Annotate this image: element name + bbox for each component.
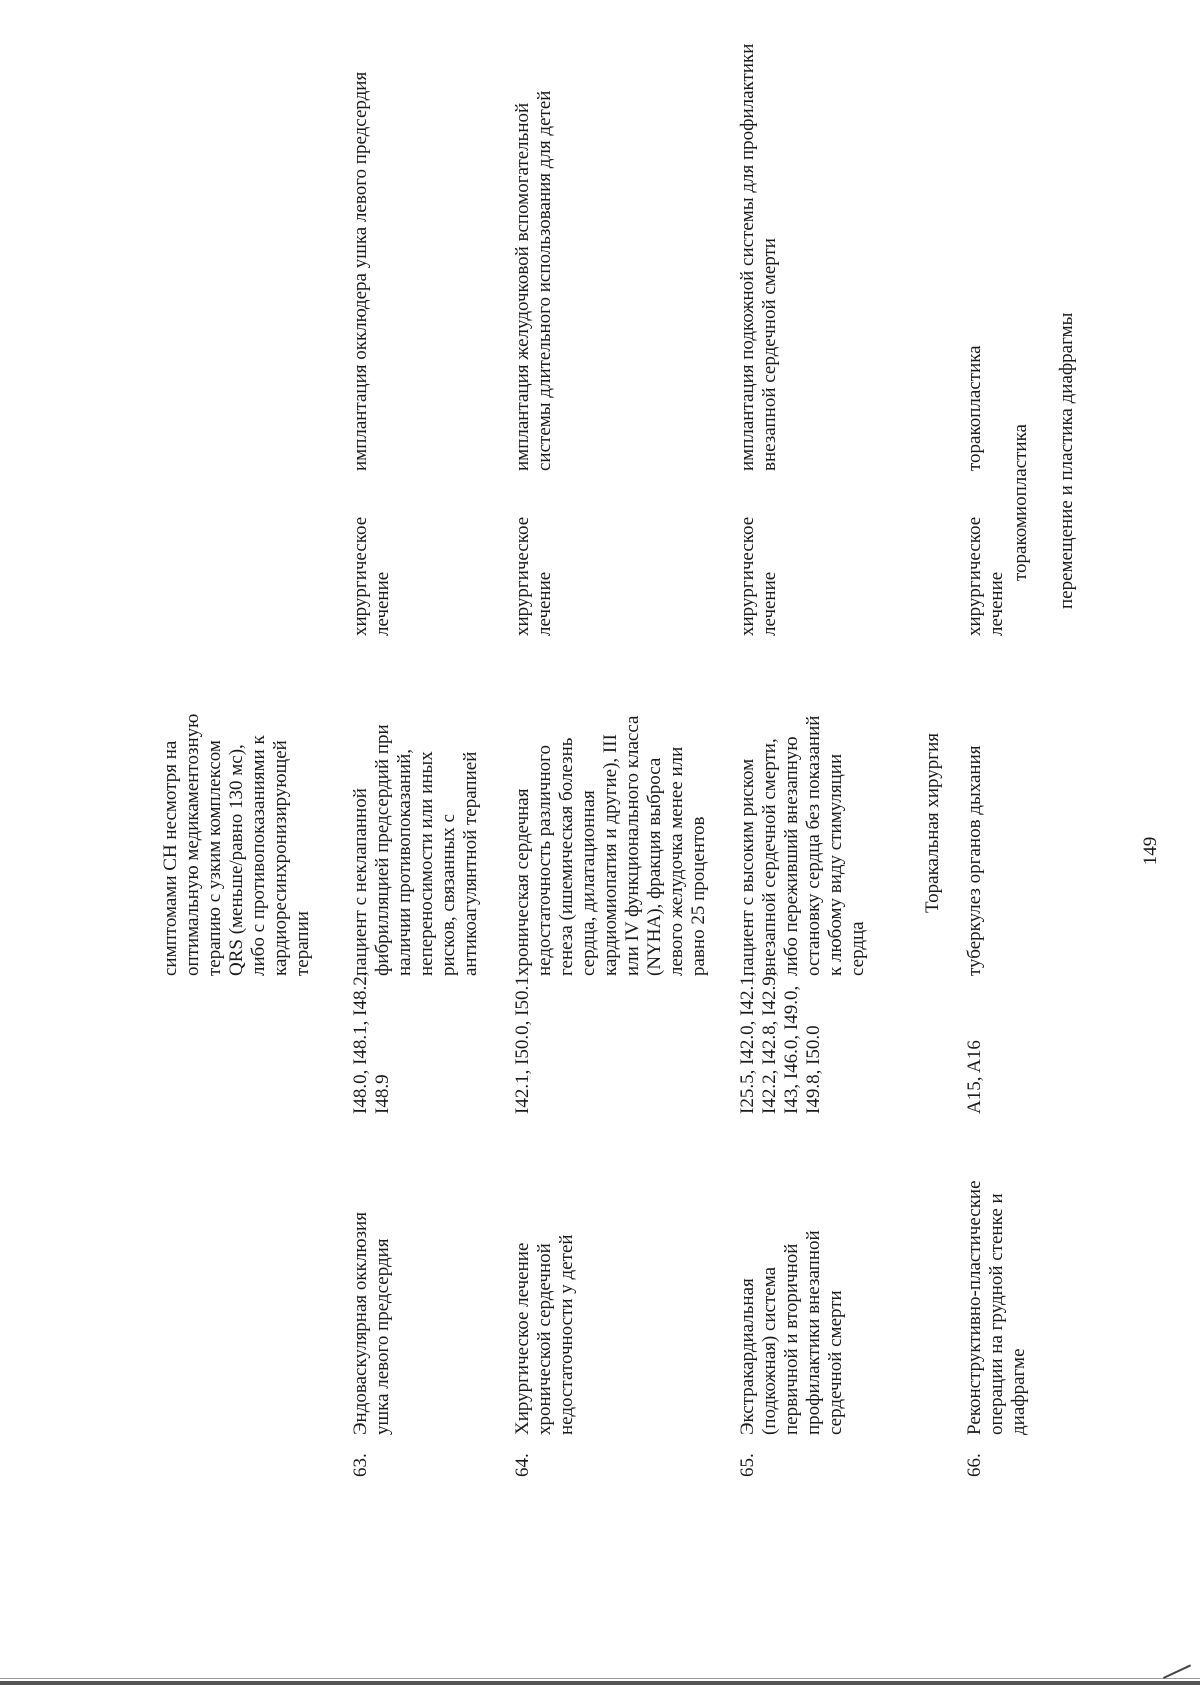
- row-patient-model: хроническая сердечная недостаточность различного генеза (ишемическая болезнь сердца, дилатационная кардиомиопатия и другие), III или IV функционального класса (NYHA), фракция выброса левого желудочка менее или равно 25 процентов: [512, 715, 709, 976]
- row-codes: I48.0, I48.1, I48.2, I48.9: [350, 971, 393, 1114]
- page-number: 149: [1140, 836, 1161, 866]
- section-title: Торакальная хирургия: [922, 732, 943, 913]
- row-codes: I25.5, I42.0, I42.1, I42.2, I42.8, I42.9, I43, I46.0, I49.0, I49.8, I50.0: [737, 971, 824, 1114]
- continuation-cell-text: симптомами СН несмотря на оптимальную медикаментозную терапию с узким комплексом QRS (меньше/равно 130 мс), либо с противопоказаниями к кардиоресинхронизирующей терапии: [160, 713, 313, 976]
- row-codes: I42.1, I50.0, I50.1: [512, 976, 533, 1114]
- row-number: 64.: [512, 1453, 533, 1477]
- scan-edge-line: [0, 1678, 1200, 1679]
- row-codes: A15, A16: [964, 1040, 985, 1114]
- scan-edge-line: [0, 1681, 1200, 1685]
- row-patient-model: туберкулез органов дыхания: [964, 745, 985, 976]
- row-method: торакопластика: [964, 345, 985, 471]
- row-treatment-type: хирургическое лечение: [512, 516, 555, 636]
- row-method: имплантация подкожной системы для профилактики внезапной сердечной смерти: [737, 43, 780, 471]
- row-method: имплантация окклюдера ушка левого предсердия: [350, 71, 371, 471]
- row-treatment-type: хирургическое лечение: [964, 516, 1007, 636]
- row-number: 63.: [350, 1453, 371, 1477]
- row-method: перемещение и пластика диафрагмы: [1056, 312, 1077, 609]
- row-name: Хирургическое лечение хронической сердечной недостаточности у детей: [512, 1234, 577, 1435]
- row-name: Реконструктивно-пластические операции на грудной стенке и диафрагме: [964, 1180, 1029, 1435]
- row-treatment-type: хирургическое лечение: [737, 516, 780, 636]
- row-patient-model: пациент с неклапанной фибрилляцией предсердий при наличии противопоказаний, непереносимости или иных рисков, связанных с антикоагулянтной терапией: [350, 724, 481, 976]
- row-treatment-type: хирургическое лечение: [350, 516, 393, 636]
- row-method: торакомиопластика: [1010, 424, 1031, 581]
- row-number: 66.: [964, 1453, 985, 1477]
- row-name: Экстракардиальная (подкожная) система первичной и вторичной профилактики внезапной сердечной смерти: [737, 1230, 846, 1435]
- row-name: Эндоваскулярная окклюзия ушка левого предсердия: [350, 1212, 393, 1435]
- row-number: 65.: [737, 1453, 758, 1477]
- row-patient-model: пациент с высоким риском внезапной сердечной смерти, либо переживший внезапную остановку сердца без показаний к любому виду стимуляции сердца: [737, 715, 868, 976]
- row-method: имплантация желудочковой вспомогательной системы длительного использования для детей: [512, 90, 555, 471]
